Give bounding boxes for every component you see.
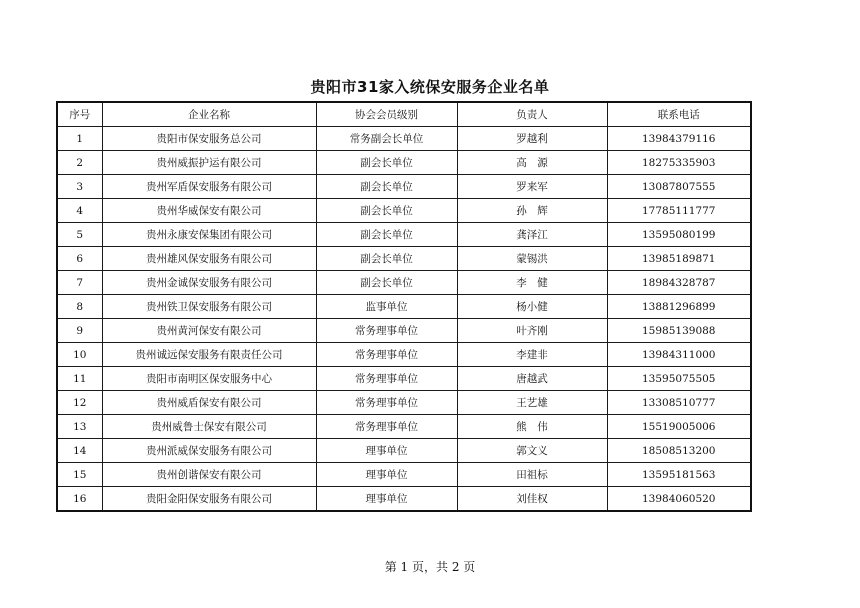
table-row (57, 391, 751, 415)
company-roster-table (56, 101, 752, 512)
cell-person-in-charge: 叶齐刚 (457, 319, 607, 343)
cell-member-level: 常务副会长单位 (316, 127, 457, 151)
cell-phone: 13881296899 (607, 295, 751, 319)
cell-company-name: 贵州威盾保安有限公司 (102, 391, 316, 415)
cell-phone: 17785111777 (607, 199, 751, 223)
cell-index: 8 (57, 295, 102, 319)
cell-person-in-charge: 刘佳权 (457, 487, 607, 512)
table-row (57, 439, 751, 463)
table-row (57, 247, 751, 271)
cell-company-name: 贵阳市南明区保安服务中心 (102, 367, 316, 391)
cell-index: 5 (57, 223, 102, 247)
cell-phone: 13984060520 (607, 487, 751, 512)
cell-member-level: 理事单位 (316, 439, 457, 463)
cell-member-level: 理事单位 (316, 463, 457, 487)
cell-index: 7 (57, 271, 102, 295)
table-row (57, 463, 751, 487)
header-person-in-charge: 负责人 (457, 102, 607, 127)
document-title: 贵阳市31家入统保安服务企业名单 (310, 78, 550, 96)
cell-phone: 18508513200 (607, 439, 751, 463)
cell-index: 1 (57, 127, 102, 151)
cell-phone: 15519005006 (607, 415, 751, 439)
cell-index: 9 (57, 319, 102, 343)
cell-member-level: 理事单位 (316, 487, 457, 512)
cell-member-level: 常务理事单位 (316, 415, 457, 439)
cell-phone: 13595181563 (607, 463, 751, 487)
header-company-name: 企业名称 (102, 102, 316, 127)
cell-company-name: 贵州华威保安有限公司 (102, 199, 316, 223)
cell-phone: 13308510777 (607, 391, 751, 415)
cell-company-name: 贵州金诚保安服务有限公司 (102, 271, 316, 295)
cell-index: 11 (57, 367, 102, 391)
cell-person-in-charge: 龚泽江 (457, 223, 607, 247)
table-row (57, 127, 751, 151)
table-row (57, 295, 751, 319)
cell-person-in-charge: 郭文义 (457, 439, 607, 463)
cell-index: 12 (57, 391, 102, 415)
cell-company-name: 贵阳金阳保安服务有限公司 (102, 487, 316, 512)
cell-index: 13 (57, 415, 102, 439)
cell-member-level: 副会长单位 (316, 151, 457, 175)
header-member-level: 协会会员级别 (316, 102, 457, 127)
cell-company-name: 贵阳市保安服务总公司 (102, 127, 316, 151)
cell-member-level: 副会长单位 (316, 199, 457, 223)
table-row (57, 319, 751, 343)
cell-phone: 13595080199 (607, 223, 751, 247)
table-row (57, 151, 751, 175)
cell-member-level: 常务理事单位 (316, 343, 457, 367)
cell-member-level: 副会长单位 (316, 271, 457, 295)
cell-person-in-charge: 唐越武 (457, 367, 607, 391)
cell-phone: 15985139088 (607, 319, 751, 343)
cell-person-in-charge: 田祖标 (457, 463, 607, 487)
header-phone: 联系电话 (607, 102, 751, 127)
cell-phone: 18275335903 (607, 151, 751, 175)
cell-index: 2 (57, 151, 102, 175)
cell-phone: 13984311000 (607, 343, 751, 367)
table-row (57, 199, 751, 223)
cell-member-level: 副会长单位 (316, 247, 457, 271)
cell-person-in-charge: 王艺雄 (457, 391, 607, 415)
cell-person-in-charge: 李建非 (457, 343, 607, 367)
table-row (57, 367, 751, 391)
cell-company-name: 贵州雄风保安服务有限公司 (102, 247, 316, 271)
page-footer: 第 1 页，共 2 页 (384, 560, 476, 574)
cell-index: 16 (57, 487, 102, 512)
cell-company-name: 贵州黄河保安有限公司 (102, 319, 316, 343)
table-row (57, 175, 751, 199)
cell-company-name: 贵州威振护运有限公司 (102, 151, 316, 175)
cell-index: 10 (57, 343, 102, 367)
cell-person-in-charge: 熊 伟 (457, 415, 607, 439)
cell-person-in-charge: 李 健 (457, 271, 607, 295)
cell-person-in-charge: 孙 辉 (457, 199, 607, 223)
header-index: 序号 (57, 102, 102, 127)
cell-member-level: 监事单位 (316, 295, 457, 319)
cell-person-in-charge: 罗来军 (457, 175, 607, 199)
cell-index: 6 (57, 247, 102, 271)
table-row (57, 271, 751, 295)
cell-member-level: 副会长单位 (316, 223, 457, 247)
cell-member-level: 常务理事单位 (316, 319, 457, 343)
cell-company-name: 贵州派威保安服务有限公司 (102, 439, 316, 463)
cell-index: 15 (57, 463, 102, 487)
cell-phone: 13087807555 (607, 175, 751, 199)
table-row (57, 343, 751, 367)
table-row (57, 415, 751, 439)
cell-index: 14 (57, 439, 102, 463)
cell-member-level: 副会长单位 (316, 175, 457, 199)
cell-phone: 13985189871 (607, 247, 751, 271)
cell-company-name: 贵州创谐保安有限公司 (102, 463, 316, 487)
cell-company-name: 贵州威鲁士保安有限公司 (102, 415, 316, 439)
cell-index: 3 (57, 175, 102, 199)
cell-phone: 13595075505 (607, 367, 751, 391)
cell-person-in-charge: 杨小健 (457, 295, 607, 319)
cell-company-name: 贵州诚远保安服务有限责任公司 (102, 343, 316, 367)
cell-phone: 13984379116 (607, 127, 751, 151)
table-row (57, 487, 751, 512)
cell-company-name: 贵州永康安保集团有限公司 (102, 223, 316, 247)
cell-person-in-charge: 蒙锡洪 (457, 247, 607, 271)
cell-member-level: 常务理事单位 (316, 367, 457, 391)
table-header-row (57, 102, 751, 127)
cell-company-name: 贵州军盾保安服务有限公司 (102, 175, 316, 199)
cell-phone: 18984328787 (607, 271, 751, 295)
cell-member-level: 常务理事单位 (316, 391, 457, 415)
cell-company-name: 贵州铁卫保安服务有限公司 (102, 295, 316, 319)
table-row (57, 223, 751, 247)
cell-index: 4 (57, 199, 102, 223)
cell-person-in-charge: 罗越利 (457, 127, 607, 151)
cell-person-in-charge: 高 源 (457, 151, 607, 175)
